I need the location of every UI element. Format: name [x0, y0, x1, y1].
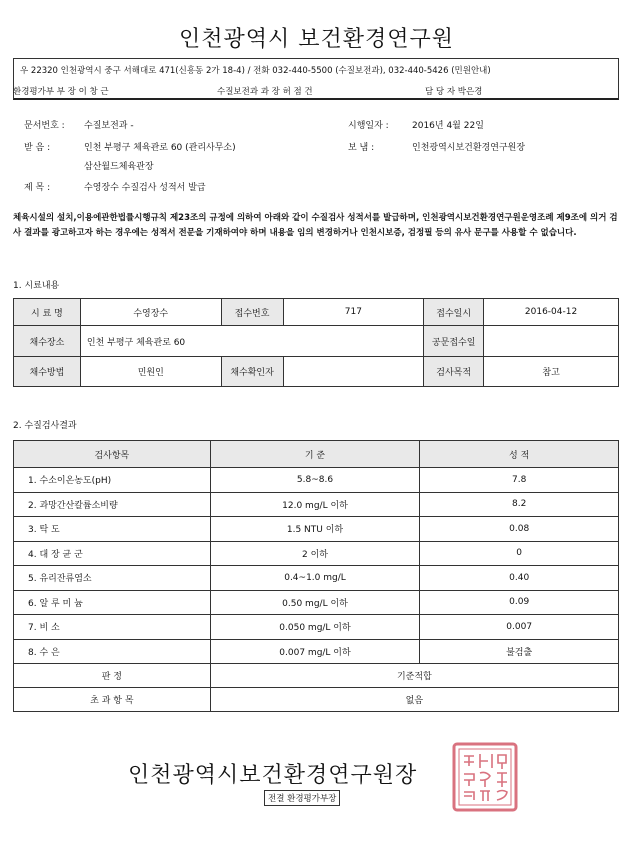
- sender-value: 인천광역시보건환경연구원장: [412, 143, 526, 153]
- result-row: [14, 639, 619, 664]
- issuer-name: 인천광역시보건환경연구원장: [128, 763, 418, 788]
- date-label: 시행일자 :: [348, 121, 389, 131]
- result-value: 0: [420, 541, 619, 566]
- col-item-header: 검사항목: [14, 441, 211, 468]
- result-item: 6. 알 루 미 늄: [14, 590, 211, 615]
- result-value: 0.40: [420, 566, 619, 591]
- result-standard: 2 이하: [210, 541, 420, 566]
- result-standard: 1.5 NTU 이하: [210, 517, 420, 542]
- dept-head: 환경평가부 부 장 이 창 근: [13, 87, 109, 97]
- col-result-header: 성 적: [420, 441, 619, 468]
- result-row: [14, 492, 619, 517]
- result-value: 0.08: [420, 517, 619, 542]
- result-value: 7.8: [420, 468, 619, 493]
- result-standard: 0.50 mg/L 이하: [210, 590, 420, 615]
- sample-name: 수영장수: [80, 299, 221, 326]
- sampling-place-label: 채수장소: [14, 326, 81, 357]
- result-standard: 0.007 mg/L 이하: [210, 639, 420, 664]
- result-row: [14, 468, 619, 493]
- purpose-label: 검사목적: [424, 357, 484, 387]
- sampling-method-label: 채수방법: [14, 357, 81, 387]
- result-row: [14, 590, 619, 615]
- official-receipt: [484, 326, 619, 357]
- recipient-value-2: 삼산월드체육관장: [84, 162, 154, 172]
- section1-heading: 1. 시료내용: [13, 281, 60, 291]
- official-seal-icon: [452, 742, 518, 812]
- purpose: 참고: [484, 357, 619, 387]
- receipt-date-label: 접수일시: [424, 299, 484, 326]
- doc-no-label: 문서번호 :: [24, 121, 65, 131]
- staff-in-charge: 담 당 자 박은경: [425, 87, 483, 97]
- sampling-method: 민원인: [80, 357, 221, 387]
- result-item: 5. 유리잔류염소: [14, 566, 211, 591]
- result-value: 0.09: [420, 590, 619, 615]
- result-row: [14, 615, 619, 640]
- result-value: 0.007: [420, 615, 619, 640]
- recipient-label: 받 음 :: [24, 143, 51, 153]
- result-item: 7. 비 소: [14, 615, 211, 640]
- result-row: [14, 517, 619, 542]
- notice-paragraph: 체육시설의 설치,이용에관한법률시행규칙 제23조의 규정에 의하여 아래와 같이 수질검사 성적서를 발급하며, 인천광역시보건환경연구원운영조례 제9조에 의거 검사 결과를 광고하고자 하는 경우에는 성적서 전문을 기재하여야 하며 내용을 임의 변경하거나 인천시보증, 검정필 등의 유사 문구를 사용할 수 없습니다.: [13, 213, 618, 238]
- sampling-place: 인천 부평구 체육관로 60: [80, 326, 423, 357]
- receipt-date: 2016-04-12: [484, 299, 619, 326]
- approval-caption: 전결 환경평가부장: [264, 790, 340, 806]
- sampler: [283, 357, 424, 387]
- recipient-value: 인천 부평구 체육관로 60 (관리사무소): [84, 143, 236, 153]
- result-value: 8.2: [420, 492, 619, 517]
- sample-info-table: [13, 298, 619, 387]
- result-standard: 0.050 mg/L 이하: [210, 615, 420, 640]
- official-receipt-label: 공문접수일: [424, 326, 484, 357]
- receipt-no: 717: [283, 299, 424, 326]
- col-standard-header: 기 준: [210, 441, 420, 468]
- result-row: [14, 566, 619, 591]
- result-item: 4. 대 장 균 군: [14, 541, 211, 566]
- section-head: 수질보전과 과 장 허 점 건: [217, 87, 313, 97]
- result-item: 8. 수 은: [14, 639, 211, 664]
- subject-value: 수영장수 수질검사 성적서 발급: [84, 183, 206, 193]
- result-row: [14, 541, 619, 566]
- receipt-no-label: 접수번호: [221, 299, 283, 326]
- exceed: 없음: [210, 688, 618, 712]
- sample-name-label: 시 료 명: [14, 299, 81, 326]
- judgement-label: 판 정: [14, 664, 211, 688]
- result-item: 2. 과망간산칼륨소비량: [14, 492, 211, 517]
- result-standard: 0.4~1.0 mg/L: [210, 566, 420, 591]
- judgement: 기준적합: [210, 664, 618, 688]
- page-title: 인천광역시 보건환경연구원: [178, 27, 455, 52]
- result-value: 불검출: [420, 639, 619, 664]
- subject-label: 제 목 :: [24, 183, 51, 193]
- doc-no-value: 수질보전과 -: [84, 121, 134, 131]
- result-item: 1. 수소이온농도(pH): [14, 468, 211, 493]
- section2-heading: 2. 수질검사결과: [13, 421, 77, 431]
- result-standard: 5.8~8.6: [210, 468, 420, 493]
- exceed-label: 초 과 항 목: [14, 688, 211, 712]
- date-value: 2016년 4월 22일: [412, 121, 484, 131]
- sender-label: 보 냄 :: [348, 143, 375, 153]
- sampler-label: 채수확인자: [221, 357, 283, 387]
- results-table: [13, 440, 619, 712]
- address-line: 우 22320 인천광역시 중구 서해대로 471(신흥동 2가 18-4) / 전화 032-440-5500 (수질보전과), 032-440-5426 (민원안내): [20, 66, 491, 76]
- result-item: 3. 탁 도: [14, 517, 211, 542]
- result-standard: 12.0 mg/L 이하: [210, 492, 420, 517]
